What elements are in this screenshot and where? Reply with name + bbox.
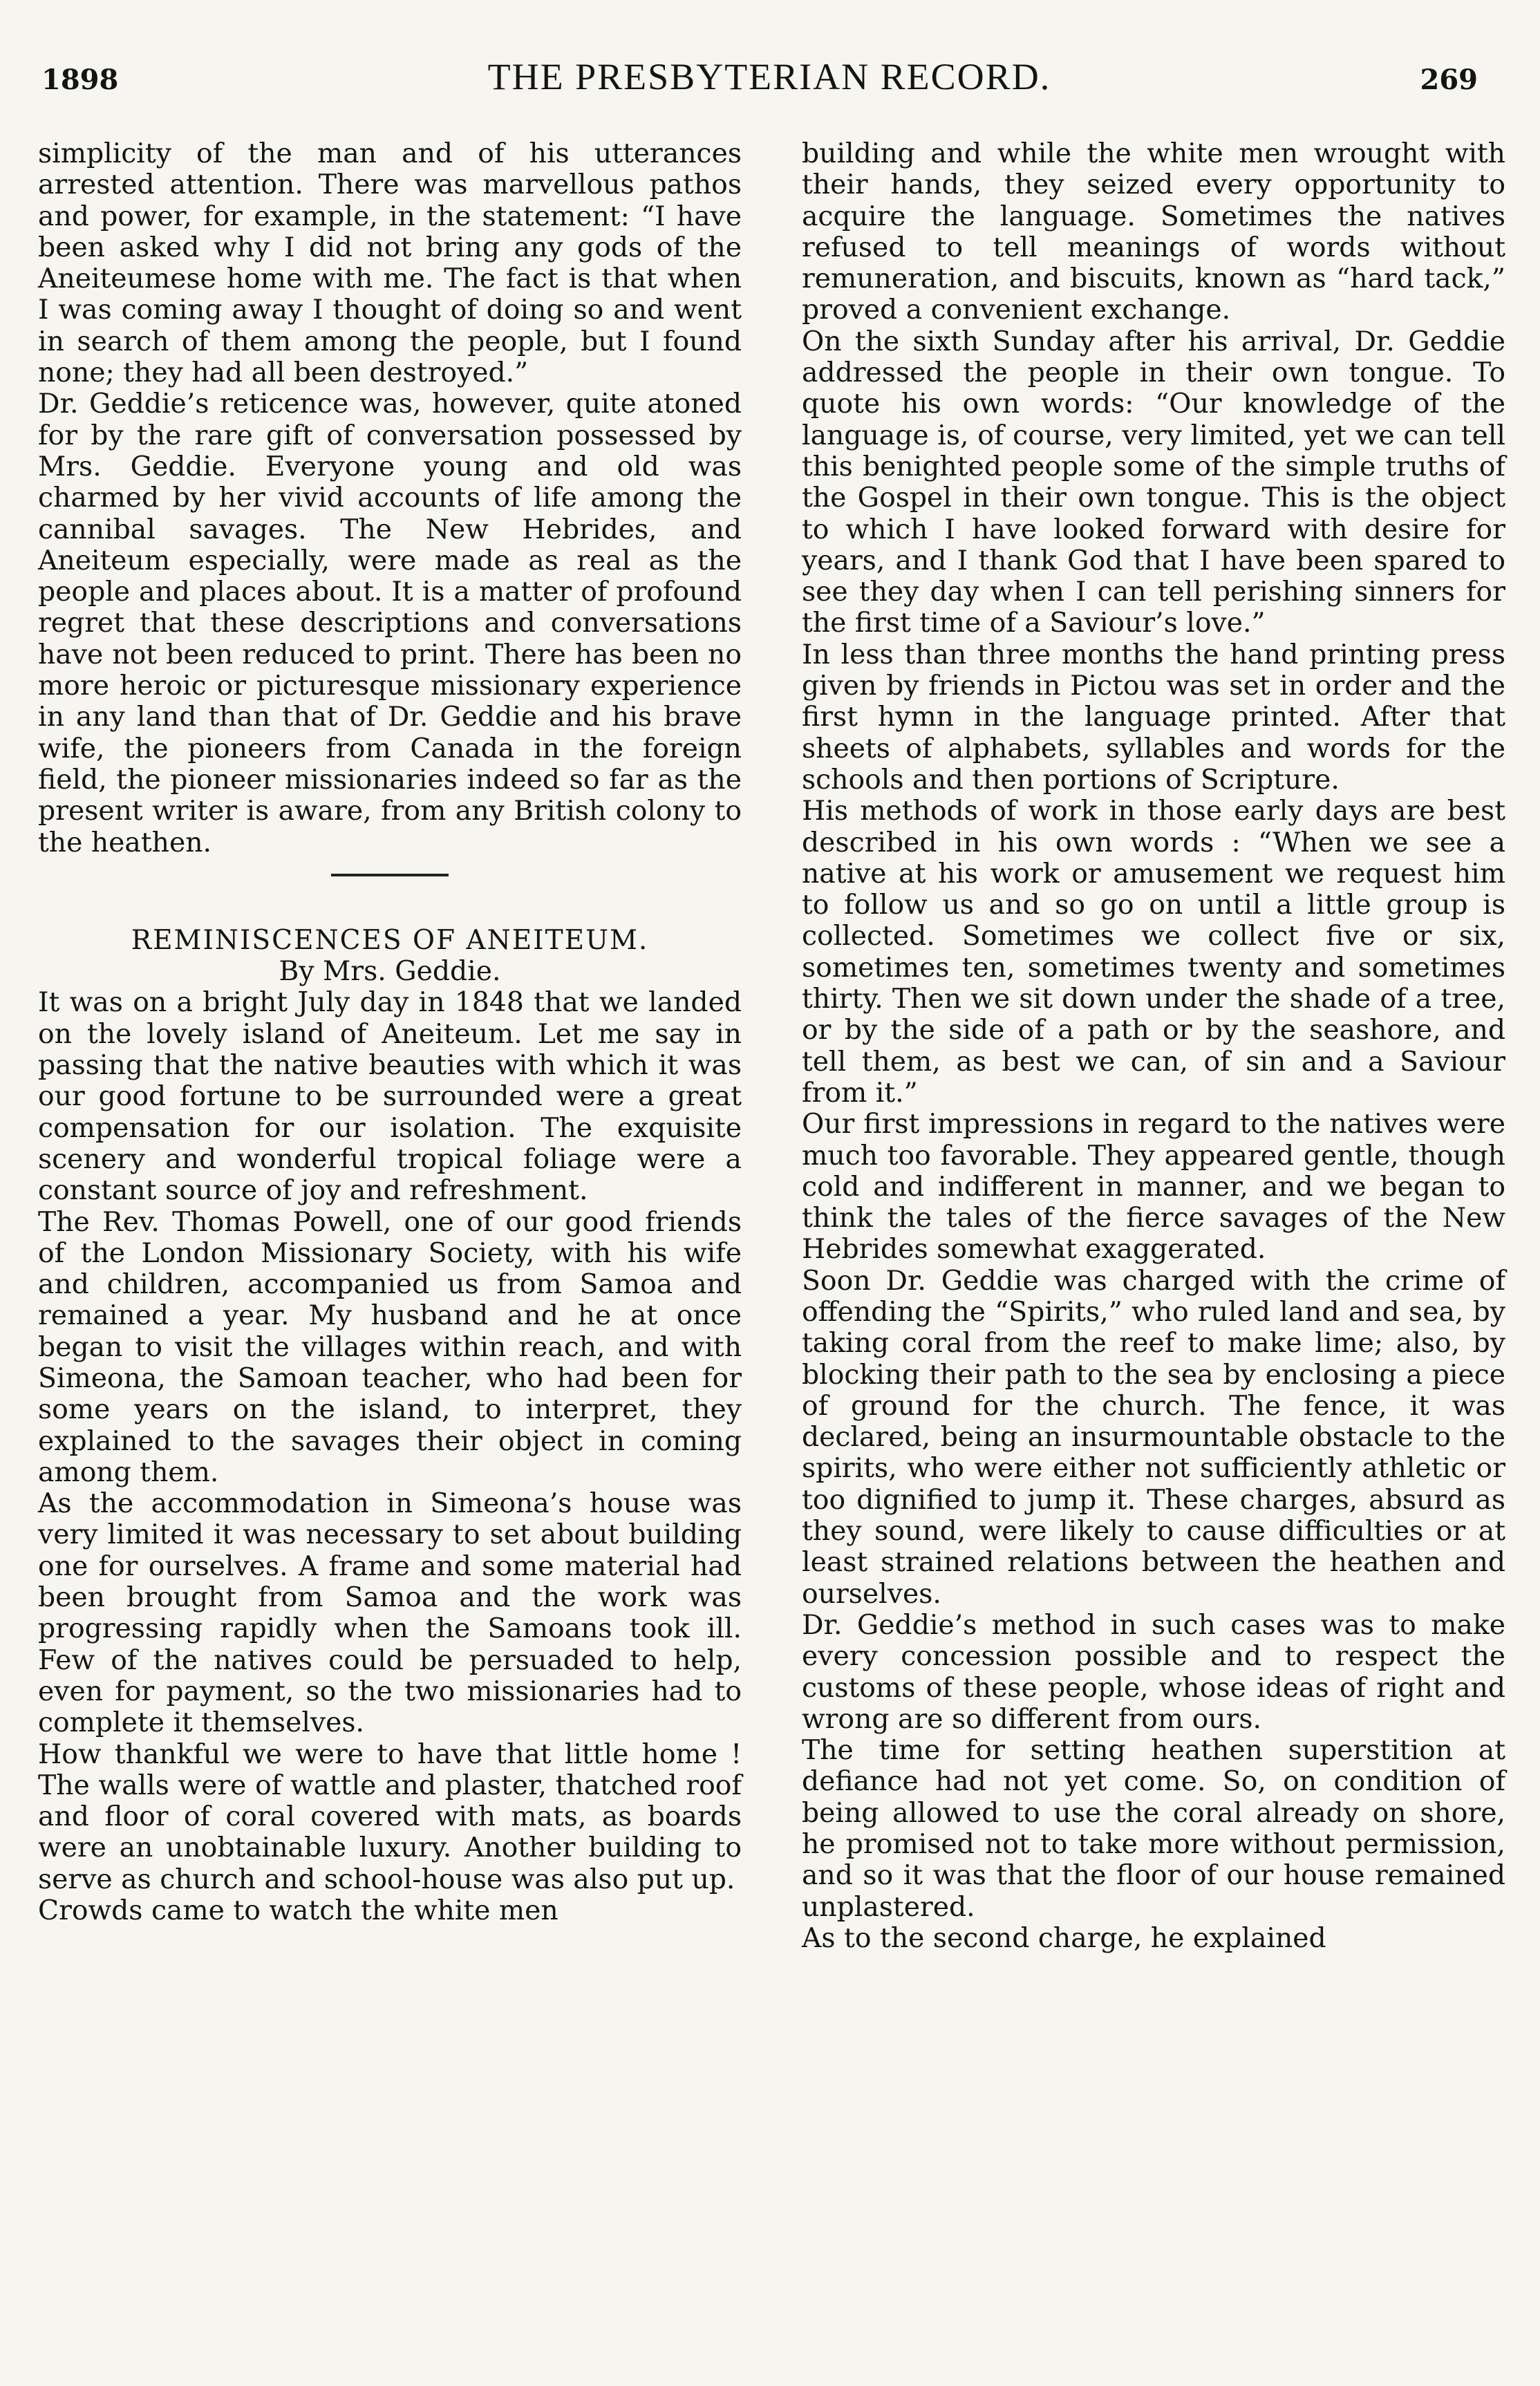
paragraph: It was on a bright July day in 1848 that we landed on the lovely island of Aneiteum. Let me say in passing that the native beauties with which it was our good fortune to be surrounded were a great compensation for our isolation. The exquisite scenery and wonderful tropical foliage were a constant source of joy and refreshment. [38, 987, 742, 1207]
page-header [41, 55, 1478, 111]
publication-title: THE PRESBYTERIAN RECORD. [487, 56, 1051, 97]
left-column [38, 138, 742, 1926]
paragraph: simplicity of the man and of his utterances arrested attention. There was marvellous pathos and power, for example, in the statement: “I have been asked why I did not bring any gods of the Aneiteumese home with me. The fact is that when I was coming away I thought of doing so and went in search of them among the people, but I found none; they had all been destroyed.” [38, 138, 742, 389]
section-divider [331, 874, 449, 876]
paragraph: building and while the white men wrought with their hands, they seized every opportunity to acquire the language. Sometimes the natives refused to tell meanings of words without remuneration, and biscuits, known as “hard tack,” proved a convenient exchange. [802, 138, 1505, 326]
paragraph: The Rev. Thomas Powell, one of our good friends of the London Missionary Society, with his wife and children, accompanied us from Samoa and remained a year. My husband and he at once began to visit the villages within reach, and with Simeona, the Samoan teacher, who had been for some years on the island, to interpret, they explained to the savages their object in coming among them. [38, 1206, 742, 1488]
paragraph: The time for setting heathen superstition at defiance had not yet come. So, on condition of being allowed to use the coral already on shore, he promised not to take more without permission, and so it was that the floor of our house remained unplastered. [802, 1735, 1505, 1923]
paragraph: His methods of work in those early days are best described in his own words : “When we see a native at his work or amusement we request him to follow us and so go on until a little group is collected. Sometimes we collect five or six, sometimes ten, sometimes twenty and sometimes thirty. Then we sit down under the shade of a tree, or by the side of a path or by the seashore, and tell them, as best we can, of sin and a Saviour from it.” [802, 796, 1505, 1109]
paragraph: In less than three months the hand printing press given by friends in Pictou was set in order and the first hymn in the language printed. After that sheets of alphabets, syllables and words for the schools and then portions of Scripture. [802, 639, 1505, 796]
byline: By Mrs. Geddie. [279, 956, 501, 988]
paragraph: As to the second charge, he explained [802, 1922, 1326, 1954]
section-title: REMINISCENCES OF ANEITEUM. [131, 924, 649, 956]
header-year: 1898 [41, 64, 119, 96]
paragraph: Dr. Geddie’s method in such cases was to make every concession possible and to respect the customs of these people, whose ideas of right and wrong are so different from ours. [802, 1609, 1505, 1735]
paragraph: Soon Dr. Geddie was charged with the crime of offending the “Spirits,” who ruled land and sea, by taking coral from the reef to make lime; also, by blocking their path to the sea by enclosing a piece of ground for the church. The fence, it was declared, being an insurmountable obstacle to the spirits, who were either not sufficiently athletic or too dignified to jump it. These charges, absurd as they sound, were likely to cause difficulties or at least strained relations between the heathen and ourselves. [802, 1265, 1505, 1610]
paragraph: How thankful we were to have that little home ! The walls were of wattle and plaster, thatched roof and floor of coral covered with mats, as boards were an unobtainable luxury. Another building to serve as church and school-house was also put up. [38, 1738, 742, 1895]
paragraph: As the accommodation in Simeona’s house was very limited it was necessary to set about building one for ourselves. A frame and some material had been brought from Samoa and the work was progressing rapidly when the Samoans took ill. Few of the natives could be persuaded to help, even for payment, so the two missionaries had to complete it themselves. [38, 1488, 742, 1739]
paragraph: Our first impressions in regard to the natives were much too favorable. They appeared gentle, though cold and indifferent in manner, and we began to think the tales of the fierce savages of the New Hebrides somewhat exaggerated. [802, 1109, 1505, 1266]
paragraph: Dr. Geddie’s reticence was, however, quite atoned for by the rare gift of conversation possessed by Mrs. Geddie. Everyone young and old was charmed by her vivid accounts of life among the cannibal savages. The New Hebrides, and Aneiteum especially, were made as real as the people and places about. It is a matter of profound regret that these descriptions and conversations have not been reduced to print. There has been no more heroic or picturesque missionary experience in any land than that of Dr. Geddie and his brave wife, the pioneers from Canada in the foreign field, the pioneer missionaries indeed so far as the present writer is aware, from any British colony to the heathen. [38, 388, 742, 858]
paragraph: On the sixth Sunday after his arrival, Dr. Geddie addressed the people in their own tongue. To quote his own words: “Our knowledge of the language is, of course, very limited, yet we can tell this benighted people some of the simple truths of the Gospel in their own tongue. This is the object to which I have looked forward with desire for years, and I thank God that I have been spared to see they day when I can tell perishing sinners for the first time of a Saviour’s love.” [802, 326, 1505, 639]
right-column [802, 138, 1505, 1954]
page-number: 269 [1420, 64, 1478, 96]
paragraph: Crowds came to watch the white men [38, 1895, 558, 1927]
